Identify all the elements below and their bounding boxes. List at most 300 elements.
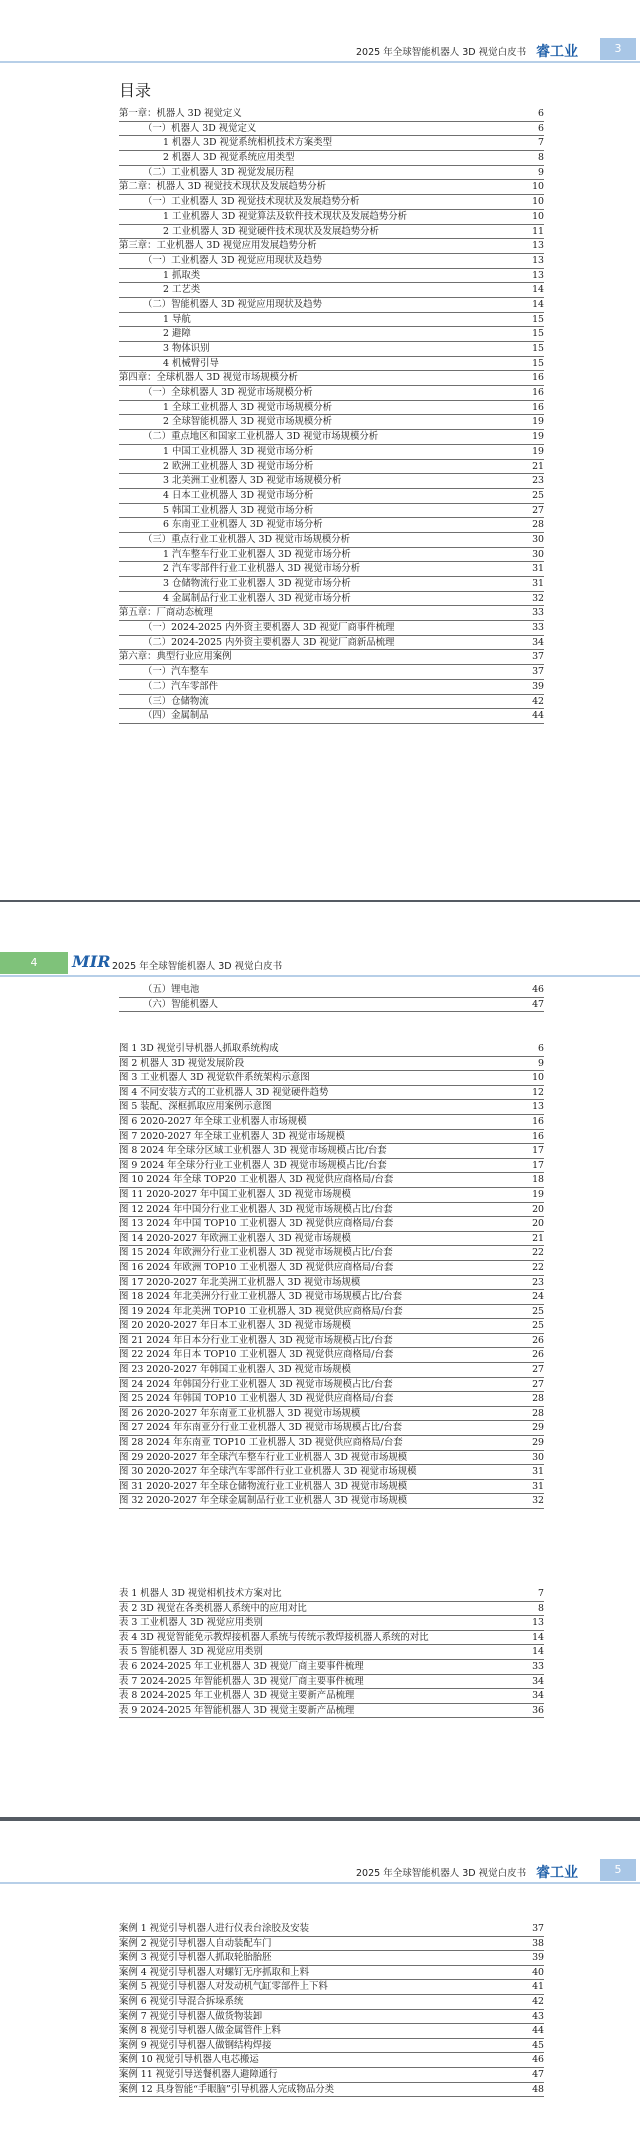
figure-entry-title: 图 18 2024 年北美洲分行业工业机器人 3D 视觉市场规模占比/台套 [119, 1291, 402, 1303]
toc-entry-title: 1 导航 [163, 313, 191, 325]
toc-entry[interactable] [119, 386, 544, 401]
table-entry-title: 表 7 2024-2025 年智能机器人 3D 视觉厂商主要事件梳理 [119, 1675, 364, 1687]
table-entry[interactable] [119, 1587, 544, 1602]
toc-entry[interactable] [119, 195, 544, 210]
figure-entry[interactable] [119, 1363, 544, 1378]
toc-entry-page: 31 [532, 563, 544, 575]
toc-entry[interactable] [119, 210, 544, 225]
toc-entry-page: 13 [532, 254, 544, 266]
toc-entry[interactable] [119, 680, 544, 695]
case-entry-title: 案例 11 视觉引导送餐机器人避障通行 [119, 2068, 278, 2080]
toc-entry[interactable] [119, 371, 544, 386]
case-entry[interactable] [119, 1995, 544, 2010]
table-entry[interactable] [119, 1645, 544, 1660]
figure-entry[interactable] [119, 1217, 544, 1232]
figure-entry-page: 32 [532, 1495, 544, 1507]
header-rule [0, 975, 640, 977]
toc-entry-title: （二）工业机器人 3D 视觉发展历程 [143, 166, 294, 178]
figure-entry-page: 10 [532, 1072, 544, 1084]
toc-entry[interactable] [119, 504, 544, 519]
table-entry-page: 33 [532, 1660, 544, 1672]
figure-entry[interactable] [119, 1276, 544, 1291]
toc-entry-page: 11 [532, 225, 544, 237]
figure-entry[interactable] [119, 1378, 544, 1393]
figure-entry[interactable] [119, 1130, 544, 1145]
toc-entry-title: 2 欧洲工业机器人 3D 视觉市场分析 [163, 460, 314, 472]
figure-entry-title: 图 5 装配、深框抓取应用案例示意图 [119, 1101, 272, 1113]
table-entry[interactable] [119, 1704, 544, 1719]
figure-entry[interactable] [119, 1246, 544, 1261]
figure-entry-page: 26 [532, 1349, 544, 1361]
toc-entry-title: 1 抓取类 [163, 269, 201, 281]
toc-entry-title: （一）机器人 3D 视觉定义 [143, 122, 257, 134]
toc-entry-page: 31 [532, 578, 544, 589]
toc-entry-title: 第二章：机器人 3D 视觉技术现状及发展趋势分析 [119, 181, 326, 193]
case-entry[interactable] [119, 1951, 544, 1966]
case-entry[interactable] [119, 1922, 544, 1937]
toc-entry-page: 6 [538, 122, 544, 134]
figure-entry[interactable] [119, 1100, 544, 1115]
case-entry-page: 45 [532, 2039, 544, 2051]
toc-entry-title: 3 北美洲工业机器人 3D 视觉市场规模分析 [163, 475, 342, 487]
table-entry-title: 表 8 2024-2025 年工业机器人 3D 视觉主要新产品梳理 [119, 1690, 355, 1702]
toc-entry[interactable] [119, 577, 544, 592]
toc-entry-title: 2 工艺类 [163, 284, 201, 296]
toc-entry-title: 2 全球智能机器人 3D 视觉市场规模分析 [163, 416, 333, 428]
figure-entry-title: 图 20 2020-2027 年日本工业机器人 3D 视觉市场规模 [119, 1320, 351, 1332]
toc-entry[interactable] [119, 225, 544, 240]
toc-entry-page: 6 [538, 108, 544, 119]
toc-entry-page: 30 [532, 533, 544, 545]
toc-entry-title: 2 工业机器人 3D 视觉硬件技术现状及发展趋势分析 [163, 225, 379, 237]
header-rule [0, 1882, 640, 1884]
toc-entry-page: 14 [532, 284, 544, 296]
toc-entry-page: 16 [532, 401, 544, 413]
figure-entry[interactable] [119, 1261, 544, 1276]
toc-entry[interactable] [119, 621, 544, 636]
page-3 [0, 0, 640, 902]
figure-entry-title: 图 6 2020-2027 年全球工业机器人市场规模 [119, 1115, 307, 1127]
figure-entry[interactable] [119, 1159, 544, 1174]
toc-entry[interactable] [119, 254, 544, 269]
case-entry-title: 案例 4 视觉引导机器人对螺钉无序抓取和上料 [119, 1966, 310, 1978]
table-entry-title: 表 3 工业机器人 3D 视觉应用类别 [119, 1617, 263, 1629]
figure-entry[interactable] [119, 1407, 544, 1422]
toc-entry[interactable] [119, 313, 544, 328]
table-entry[interactable] [119, 1602, 544, 1617]
toc-entry-title: （一）工业机器人 3D 视觉技术现状及发展趋势分析 [143, 196, 360, 208]
toc-entry[interactable] [119, 489, 544, 504]
figure-entry-page: 21 [532, 1232, 544, 1244]
page-header [0, 38, 640, 64]
toc-entry-title: 4 机械臂引导 [163, 357, 219, 369]
figure-entry[interactable] [119, 1421, 544, 1436]
toc-entry-title: 1 机器人 3D 视觉系统相机技术方案类型 [163, 137, 333, 149]
figure-entry[interactable] [119, 1392, 544, 1407]
toc-entry[interactable] [119, 709, 544, 724]
toc-entry-title: （二）重点地区和国家工业机器人 3D 视觉市场规模分析 [143, 431, 379, 443]
figure-entry-title: 图 14 2020-2027 年欧洲工业机器人 3D 视觉市场规模 [119, 1232, 351, 1244]
toc-entry-page: 15 [532, 313, 544, 325]
toc-entry-title: （二）汽车零部件 [143, 680, 219, 692]
toc-list-continued [119, 983, 544, 1012]
case-entry-title: 案例 9 视觉引导机器人做钢结构焊接 [119, 2039, 272, 2051]
figure-entry-page: 30 [532, 1451, 544, 1463]
toc-entry-page: 15 [532, 357, 544, 369]
toc-title: 目录 [119, 81, 152, 100]
toc-entry-page: 10 [532, 196, 544, 208]
figure-entry-title: 图 30 2020-2027 年全球汽车零部件行业工业机器人 3D 视觉市场规模 [119, 1466, 417, 1478]
toc-entry-page: 28 [532, 519, 544, 531]
case-entry-page: 42 [532, 1995, 544, 2007]
toc-entry-page: 9 [538, 166, 544, 178]
toc-entry[interactable] [119, 548, 544, 563]
figure-entry[interactable] [119, 1290, 544, 1305]
table-entry-title: 表 4 3D 视觉智能免示教焊接机器人系统与传统示教焊接机器人系统的对比 [119, 1631, 429, 1643]
case-entry-page: 47 [532, 2068, 544, 2080]
toc-entry-title: 4 日本工业机器人 3D 视觉市场分析 [163, 489, 314, 501]
toc-entry[interactable] [119, 107, 544, 122]
case-entry[interactable] [119, 1980, 544, 1995]
toc-entry[interactable] [119, 430, 544, 445]
toc-entry-title: （六）智能机器人 [143, 998, 219, 1010]
toc-entry-page: 42 [532, 695, 544, 707]
figure-entry-page: 22 [532, 1247, 544, 1259]
figure-entry[interactable] [119, 1451, 544, 1466]
toc-entry-page: 25 [532, 489, 544, 501]
toc-entry-page: 19 [532, 416, 544, 428]
toc-entry-title: （五）锂电池 [143, 984, 200, 995]
case-entry-title: 案例 10 视觉引导机器人电芯搬运 [119, 2054, 259, 2066]
header-rule [0, 61, 640, 63]
table-entry-page: 14 [532, 1631, 544, 1643]
table-entry-title: 表 2 3D 视觉在各类机器人系统中的应用对比 [119, 1602, 307, 1614]
toc-entry-title: （一）全球机器人 3D 视觉市场规模分析 [143, 387, 313, 399]
page-number: 5 [600, 1859, 636, 1881]
toc-entry-page: 34 [532, 636, 544, 648]
figure-entry[interactable] [119, 1042, 544, 1057]
figure-entry-title: 图 9 2024 年全球分行业工业机器人 3D 视觉市场规模占比/台套 [119, 1159, 387, 1171]
toc-entry[interactable] [119, 518, 544, 533]
figure-entry-page: 9 [538, 1057, 544, 1069]
toc-entry-page: 19 [532, 431, 544, 443]
case-list [119, 1922, 544, 2097]
toc-entry[interactable] [119, 592, 544, 607]
toc-entry-title: （二）智能机器人 3D 视觉应用现状及趋势 [143, 298, 322, 310]
table-entry-page: 34 [532, 1675, 544, 1687]
figure-entry-page: 22 [532, 1261, 544, 1273]
toc-entry-page: 19 [532, 445, 544, 457]
toc-entry[interactable] [119, 122, 544, 137]
toc-entry-page: 30 [532, 548, 544, 560]
case-entry[interactable] [119, 2024, 544, 2039]
toc-entry[interactable] [119, 460, 544, 475]
toc-entry-title: 2 机器人 3D 视觉系统应用类型 [163, 152, 295, 164]
case-entry-page: 44 [532, 2025, 544, 2037]
figure-entry-page: 17 [532, 1159, 544, 1171]
figure-entry[interactable] [119, 1232, 544, 1247]
figure-entry-title: 图 26 2020-2027 年东南亚工业机器人 3D 视觉市场规模 [119, 1407, 361, 1419]
toc-entry[interactable] [119, 650, 544, 665]
toc-entry-title: 第四章：全球机器人 3D 视觉市场规模分析 [119, 372, 298, 384]
case-entry-page: 39 [532, 1952, 544, 1964]
toc-entry-title: 2 汽车零部件行业工业机器人 3D 视觉市场分析 [163, 563, 361, 575]
figure-entry[interactable] [119, 1115, 544, 1130]
figure-entry-page: 31 [532, 1480, 544, 1492]
mir-logo: MIR [72, 952, 111, 971]
table-entry-title: 表 5 智能机器人 3D 视觉应用类别 [119, 1646, 263, 1658]
page-number: 4 [0, 952, 68, 974]
toc-entry-page: 13 [532, 269, 544, 281]
figure-entry[interactable] [119, 1086, 544, 1101]
figure-entry-page: 29 [532, 1422, 544, 1434]
table-entry-title: 表 6 2024-2025 年工业机器人 3D 视觉厂商主要事件梳理 [119, 1660, 364, 1672]
page-4 [0, 902, 640, 1821]
figure-entry-title: 图 31 2020-2027 年全球仓储物流行业工业机器人 3D 视觉市场规模 [119, 1480, 408, 1492]
toc-entry-page: 16 [532, 372, 544, 384]
toc-entry-title: 5 韩国工业机器人 3D 视觉市场分析 [163, 504, 314, 516]
toc-entry[interactable] [119, 151, 544, 166]
figure-entry-title: 图 11 2020-2027 年中国工业机器人 3D 视觉市场规模 [119, 1188, 351, 1200]
toc-entry[interactable] [119, 636, 544, 651]
toc-entry[interactable] [119, 562, 544, 577]
figure-entry-title: 图 19 2024 年北美洲 TOP10 工业机器人 3D 视觉供应商格局/台套 [119, 1305, 403, 1317]
figure-entry-page: 12 [532, 1086, 544, 1098]
figure-entry-page: 27 [532, 1378, 544, 1390]
toc-list [119, 107, 544, 724]
toc-entry-title: （一）汽车整车 [143, 666, 209, 678]
toc-entry[interactable] [119, 445, 544, 460]
figure-list [119, 1042, 544, 1509]
case-entry-title: 案例 12 具身智能“手眼脑”引导机器人完成物品分类 [119, 2083, 334, 2095]
toc-entry[interactable] [119, 401, 544, 416]
case-entry-page: 43 [532, 2010, 544, 2022]
toc-entry[interactable] [119, 983, 544, 998]
toc-entry-page: 37 [532, 666, 544, 678]
table-entry-title: 表 1 机器人 3D 视觉相机技术方案对比 [119, 1588, 282, 1599]
figure-entry-page: 25 [532, 1305, 544, 1317]
table-list [119, 1587, 544, 1718]
figure-entry[interactable] [119, 1319, 544, 1334]
toc-entry[interactable] [119, 342, 544, 357]
toc-entry-title: 第一章：机器人 3D 视觉定义 [119, 108, 242, 119]
toc-entry-page: 16 [532, 387, 544, 399]
case-entry-page: 38 [532, 1937, 544, 1949]
figure-entry-title: 图 23 2020-2027 年韩国工业机器人 3D 视觉市场规模 [119, 1364, 351, 1376]
figure-entry-title: 图 29 2020-2027 年全球汽车整车行业工业机器人 3D 视觉市场规模 [119, 1451, 408, 1463]
brand-name: 睿工业 [536, 1865, 578, 1881]
figure-entry[interactable] [119, 1348, 544, 1363]
figure-entry-page: 20 [532, 1218, 544, 1230]
figure-entry-title: 图 13 2024 年中国 TOP10 工业机器人 3D 视觉供应商格局/台套 [119, 1218, 394, 1230]
figure-entry-title: 图 7 2020-2027 年全球工业机器人 3D 视觉市场规模 [119, 1130, 345, 1142]
case-entry-page: 37 [532, 1923, 544, 1934]
page-number: 3 [600, 38, 636, 60]
toc-entry[interactable] [119, 415, 544, 430]
figure-entry[interactable] [119, 1436, 544, 1451]
figure-entry-page: 19 [532, 1188, 544, 1200]
figure-entry[interactable] [119, 1057, 544, 1072]
figure-entry-page: 28 [532, 1407, 544, 1419]
figure-entry-title: 图 2 机器人 3D 视觉发展阶段 [119, 1057, 245, 1069]
table-entry-page: 13 [532, 1617, 544, 1629]
case-entry-page: 41 [532, 1981, 544, 1993]
toc-entry-title: 1 工业机器人 3D 视觉算法及软件技术现状及发展趋势分析 [163, 210, 408, 222]
toc-entry[interactable] [119, 239, 544, 254]
figure-entry-title: 图 17 2020-2027 年北美洲工业机器人 3D 视觉市场规模 [119, 1276, 361, 1288]
toc-entry-page: 33 [532, 622, 544, 634]
toc-entry-title: 3 物体识别 [163, 343, 210, 354]
figure-entry[interactable] [119, 1334, 544, 1349]
figure-entry-page: 25 [532, 1320, 544, 1332]
table-entry[interactable] [119, 1660, 544, 1675]
toc-entry[interactable] [119, 665, 544, 680]
toc-entry[interactable] [119, 998, 544, 1013]
toc-entry[interactable] [119, 327, 544, 342]
table-entry[interactable] [119, 1689, 544, 1704]
figure-entry-title: 图 1 3D 视觉引导机器人抓取系统构成 [119, 1043, 279, 1054]
figure-entry[interactable] [119, 1480, 544, 1495]
toc-entry[interactable] [119, 166, 544, 181]
toc-entry-page: 23 [532, 475, 544, 487]
toc-entry-title: 3 仓储物流行业工业机器人 3D 视觉市场分析 [163, 578, 351, 589]
figure-entry-page: 28 [532, 1393, 544, 1405]
doc-title: 2025 年全球智能机器人 3D 视觉白皮书 [112, 961, 283, 972]
toc-entry-page: 8 [538, 152, 544, 164]
toc-entry[interactable] [119, 357, 544, 372]
toc-entry-title: 第六章：典型行业应用案例 [119, 651, 232, 663]
figure-entry-title: 图 4 不同安装方式的工业机器人 3D 视觉硬件趋势 [119, 1086, 329, 1098]
figure-entry-page: 17 [532, 1145, 544, 1157]
case-entry-title: 案例 2 视觉引导机器人自动装配车门 [119, 1937, 272, 1949]
table-entry-page: 34 [532, 1690, 544, 1702]
toc-entry[interactable] [119, 695, 544, 710]
toc-entry-title: （一）2024-2025 内外资主要机器人 3D 视觉厂商事件梳理 [143, 622, 395, 634]
case-entry-title: 案例 1 视觉引导机器人进行仪表台涂胶及安装 [119, 1923, 310, 1934]
figure-entry-page: 31 [532, 1466, 544, 1478]
case-entry-title: 案例 5 视觉引导机器人对发动机气缸零部件上下料 [119, 1981, 328, 1993]
case-entry[interactable] [119, 2010, 544, 2025]
figure-entry-title: 图 10 2024 年全球 TOP20 工业机器人 3D 视觉供应商格局/台套 [119, 1174, 394, 1186]
toc-entry-page: 21 [532, 460, 544, 472]
figure-entry-title: 图 24 2024 年韩国分行业工业机器人 3D 视觉市场规模占比/台套 [119, 1378, 393, 1390]
toc-entry-page: 14 [532, 298, 544, 310]
toc-entry[interactable] [119, 283, 544, 298]
case-entry[interactable] [119, 2083, 544, 2098]
toc-entry-title: （三）仓储物流 [143, 695, 209, 707]
toc-entry-title: 2 避障 [163, 328, 191, 340]
toc-entry-page: 32 [532, 592, 544, 604]
table-entry-title: 表 9 2024-2025 年智能机器人 3D 视觉主要新产品梳理 [119, 1704, 355, 1716]
toc-entry-title: 6 东南亚工业机器人 3D 视觉市场分析 [163, 519, 323, 531]
figure-entry[interactable] [119, 1188, 544, 1203]
toc-entry-page: 27 [532, 504, 544, 516]
case-entry[interactable] [119, 2068, 544, 2083]
toc-entry-title: （四）金属制品 [143, 710, 209, 722]
case-entry[interactable] [119, 2053, 544, 2068]
toc-entry-page: 13 [532, 240, 544, 252]
toc-entry[interactable] [119, 298, 544, 313]
figure-entry-page: 26 [532, 1334, 544, 1346]
case-entry-title: 案例 7 视觉引导机器人做货物装卸 [119, 2010, 263, 2022]
figure-entry-page: 29 [532, 1437, 544, 1449]
figure-entry-page: 16 [532, 1115, 544, 1127]
table-entry-page: 14 [532, 1646, 544, 1658]
table-entry[interactable] [119, 1631, 544, 1646]
figure-entry-title: 图 28 2024 年东南亚 TOP10 工业机器人 3D 视觉供应商格局/台套 [119, 1437, 403, 1449]
toc-entry-title: 第五章：厂商动态梳理 [119, 607, 213, 619]
figure-entry-title: 图 8 2024 年全球分区域工业机器人 3D 视觉市场规模占比/台套 [119, 1145, 387, 1157]
figure-entry-page: 13 [532, 1101, 544, 1113]
toc-entry-page: 44 [532, 710, 544, 722]
figure-entry-page: 6 [538, 1043, 544, 1054]
figure-entry[interactable] [119, 1173, 544, 1188]
figure-entry-title: 图 27 2024 年东南亚分行业工业机器人 3D 视觉市场规模占比/台套 [119, 1422, 402, 1434]
doc-title: 2025 年全球智能机器人 3D 视觉白皮书 [356, 47, 527, 58]
toc-entry-title: （二）2024-2025 内外资主要机器人 3D 视觉厂商新品梳理 [143, 636, 395, 648]
case-entry-title: 案例 8 视觉引导机器人做金属管件上料 [119, 2025, 281, 2037]
toc-entry-title: 4 金属制品行业工业机器人 3D 视觉市场分析 [163, 592, 351, 604]
figure-entry-page: 23 [532, 1276, 544, 1288]
figure-entry[interactable] [119, 1494, 544, 1509]
toc-entry[interactable] [119, 606, 544, 621]
toc-entry-page: 10 [532, 210, 544, 222]
figure-entry[interactable] [119, 1203, 544, 1218]
table-entry[interactable] [119, 1616, 544, 1631]
toc-entry[interactable] [119, 474, 544, 489]
toc-entry-page: 7 [538, 137, 544, 149]
table-entry-page: 8 [538, 1602, 544, 1614]
case-entry-page: 46 [532, 2054, 544, 2066]
figure-entry[interactable] [119, 1305, 544, 1320]
figure-entry-page: 18 [532, 1174, 544, 1186]
toc-entry-title: 1 全球工业机器人 3D 视觉市场规模分析 [163, 401, 333, 413]
toc-entry-page: 15 [532, 343, 544, 354]
figure-entry-title: 图 12 2024 年中国分行业工业机器人 3D 视觉市场规模占比/台套 [119, 1203, 393, 1215]
figure-entry[interactable] [119, 1144, 544, 1159]
figure-entry[interactable] [119, 1465, 544, 1480]
figure-entry-page: 20 [532, 1203, 544, 1215]
toc-entry[interactable] [119, 533, 544, 548]
toc-entry[interactable] [119, 269, 544, 284]
figure-entry-page: 24 [532, 1291, 544, 1303]
toc-entry-title: （一）工业机器人 3D 视觉应用现状及趋势 [143, 254, 322, 266]
brand-name: 睿工业 [536, 44, 578, 60]
case-entry-page: 40 [532, 1966, 544, 1978]
case-entry[interactable] [119, 1937, 544, 1952]
toc-entry[interactable] [119, 136, 544, 151]
toc-entry-page: 47 [532, 998, 544, 1010]
case-entry[interactable] [119, 1966, 544, 1981]
page-header [0, 952, 640, 978]
figure-entry-title: 图 16 2024 年欧洲 TOP10 工业机器人 3D 视觉供应商格局/台套 [119, 1261, 394, 1273]
figure-entry[interactable] [119, 1071, 544, 1086]
toc-entry[interactable] [119, 180, 544, 195]
toc-entry-page: 46 [532, 984, 544, 995]
toc-entry-title: 1 汽车整车行业工业机器人 3D 视觉市场分析 [163, 548, 351, 560]
figure-entry-title: 图 22 2024 年日本 TOP10 工业机器人 3D 视觉供应商格局/台套 [119, 1349, 394, 1361]
table-entry-page: 36 [532, 1704, 544, 1716]
figure-entry-title: 图 32 2020-2027 年全球金属制品行业工业机器人 3D 视觉市场规模 [119, 1495, 408, 1507]
table-entry-page: 7 [538, 1588, 544, 1599]
case-entry-title: 案例 6 视觉引导混合拆垛系统 [119, 1995, 244, 2007]
doc-title: 2025 年全球智能机器人 3D 视觉白皮书 [356, 1868, 527, 1879]
table-entry[interactable] [119, 1675, 544, 1690]
figure-entry-title: 图 3 工业机器人 3D 视觉软件系统架构示意图 [119, 1072, 310, 1084]
figure-entry-page: 27 [532, 1364, 544, 1376]
case-entry[interactable] [119, 2039, 544, 2054]
figure-entry-title: 图 25 2024 年韩国 TOP10 工业机器人 3D 视觉供应商格局/台套 [119, 1393, 394, 1405]
